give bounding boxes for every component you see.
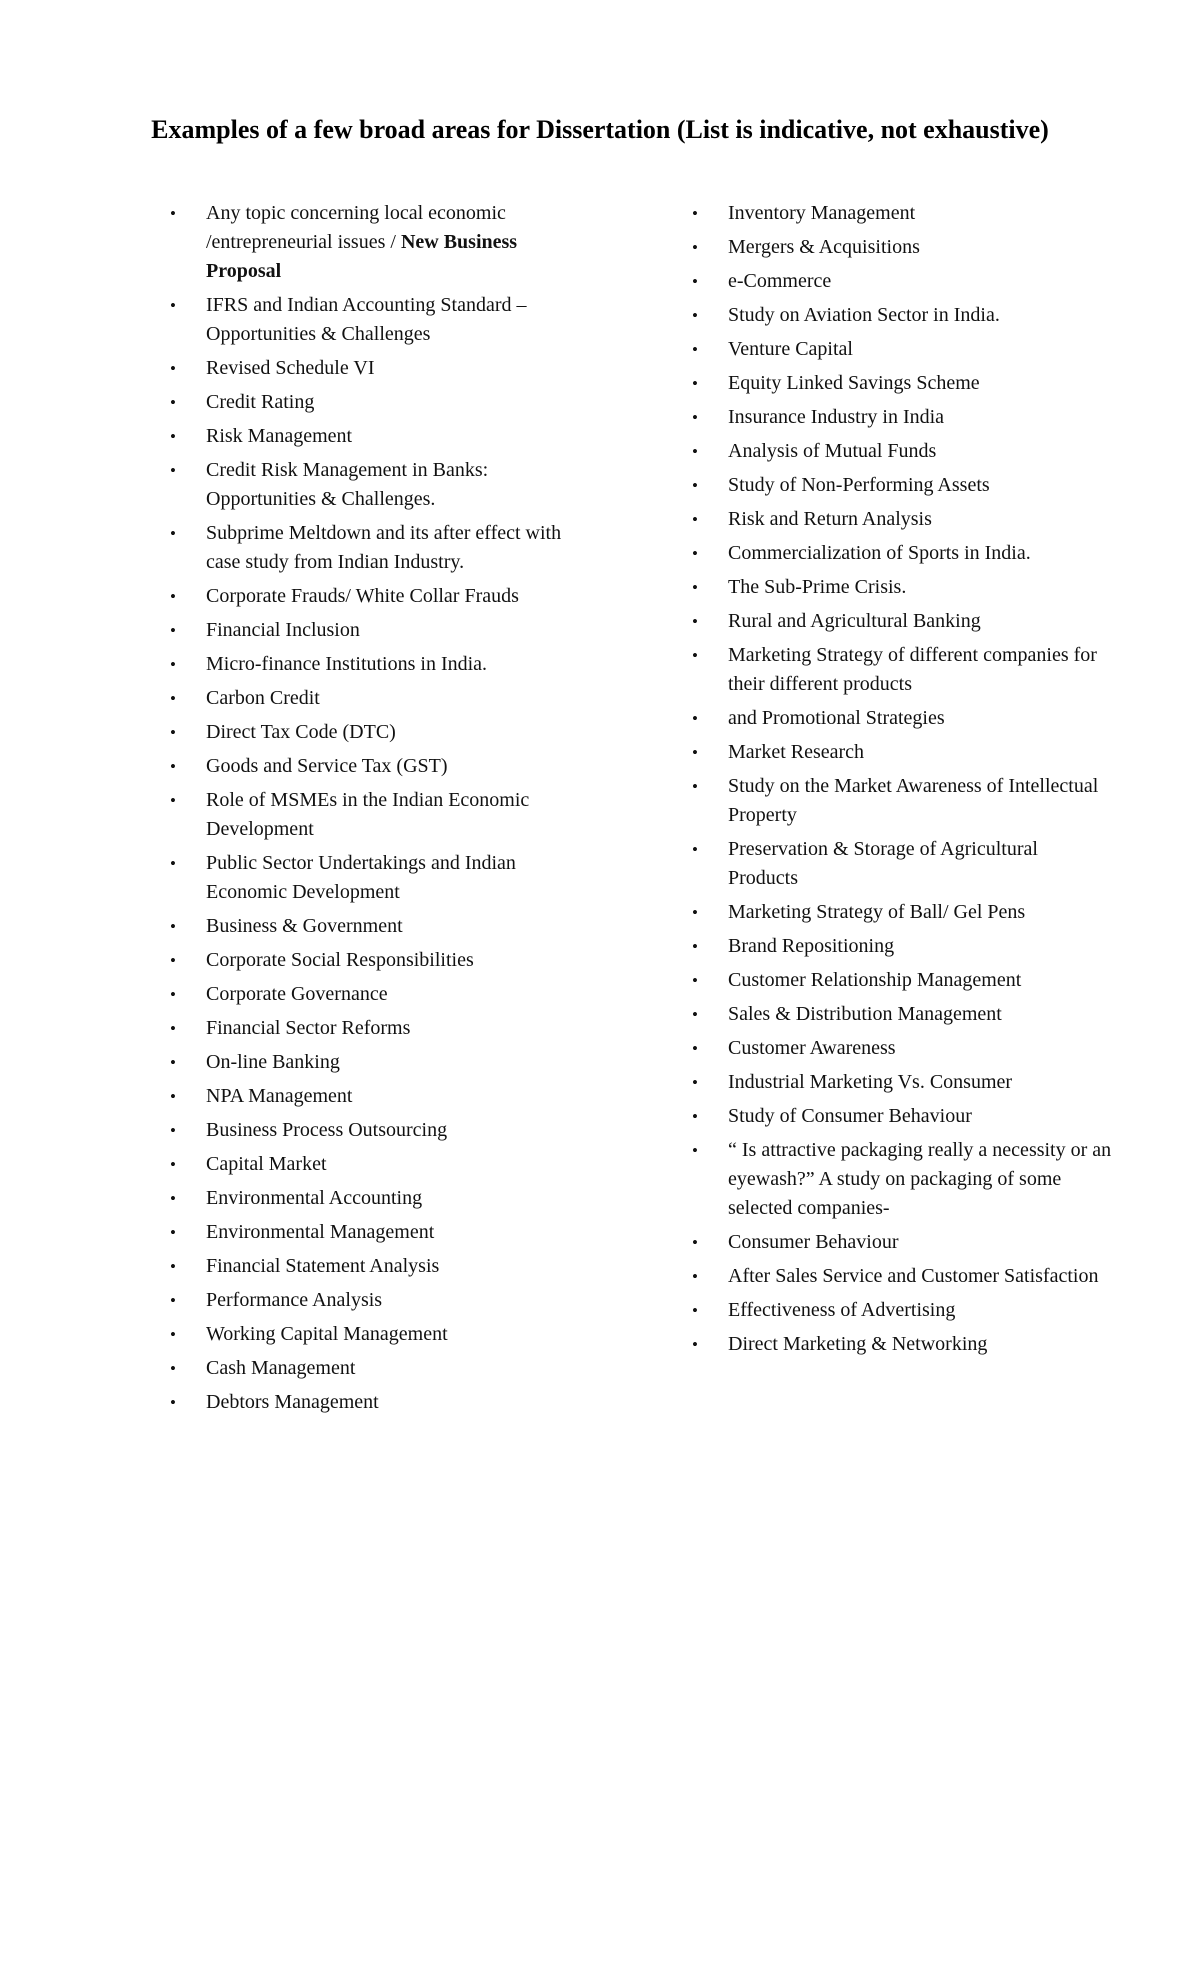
list-item-text: [206, 294, 527, 345]
list-item-plain-text: Insurance Industry in India: [728, 406, 945, 428]
list-item-text: [728, 338, 853, 360]
list-item-text: [728, 969, 1021, 991]
list-item: [170, 519, 590, 577]
list-item-text: [206, 585, 519, 607]
list-item: [692, 471, 1112, 500]
list-item-text: [728, 901, 1025, 923]
list-item: [170, 582, 590, 611]
list-item-plain-text: Consumer Behaviour: [728, 1231, 899, 1253]
list-item-text: [206, 949, 474, 971]
list-item-plain-text: Revised Schedule VI: [206, 357, 375, 379]
bullet-icon: •: [692, 1039, 698, 1058]
list-item-text: [206, 1119, 447, 1141]
list-item-text: [728, 406, 944, 428]
list-item-text: [728, 1265, 1098, 1287]
bullet-icon: •: [170, 1121, 176, 1140]
bullet-icon: •: [692, 510, 698, 529]
list-item-text: [728, 270, 831, 292]
bullet-icon: •: [692, 903, 698, 922]
list-item-plain-text: Business & Government: [206, 915, 403, 937]
list-item: [170, 1354, 590, 1383]
list-item-text: [728, 440, 936, 462]
bullet-icon: •: [692, 476, 698, 495]
bullet-icon: •: [692, 709, 698, 728]
bullet-icon: •: [692, 272, 698, 291]
list-item-text: [206, 357, 375, 379]
list-item-text: [206, 983, 388, 1005]
list-item: [692, 704, 1112, 733]
list-item-text: [206, 1051, 340, 1073]
bullet-icon: •: [692, 743, 698, 762]
list-item-text: [728, 1333, 987, 1355]
list-item-plain-text: Environmental Management: [206, 1221, 435, 1243]
list-item: [170, 980, 590, 1009]
list-item: [692, 738, 1112, 767]
list-item-plain-text: Customer Awareness: [728, 1037, 896, 1059]
list-item-plain-text: The Sub-Prime Crisis.: [728, 576, 907, 598]
list-item-text: [728, 838, 1038, 889]
bullet-icon: •: [170, 524, 176, 543]
list-item-text: [206, 1255, 439, 1277]
list-item-plain-text: Direct Marketing & Networking: [728, 1333, 988, 1355]
list-item: [692, 437, 1112, 466]
list-item-plain-text: Credit Rating: [206, 391, 315, 413]
list-item: [692, 573, 1112, 602]
bullet-icon: •: [170, 1393, 176, 1412]
list-item-text: [728, 610, 981, 632]
list-item: [692, 1228, 1112, 1257]
list-item-text: [206, 1017, 410, 1039]
bullet-icon: •: [170, 1223, 176, 1242]
bullet-icon: •: [170, 757, 176, 776]
list-item-text: [206, 425, 352, 447]
list-item-plain-text: e-Commerce: [728, 270, 832, 292]
list-item-plain-text: Corporate Social Responsibilities: [206, 949, 474, 971]
list-item: [170, 456, 590, 514]
bullet-icon: •: [170, 1325, 176, 1344]
list-item: [170, 1014, 590, 1043]
list-item: [170, 946, 590, 975]
list-item: [170, 1388, 590, 1417]
list-item-plain-text: Corporate Frauds/ White Collar Frauds: [206, 585, 519, 607]
list-item-text: [206, 1391, 379, 1413]
list-item-plain-text: NPA Management: [206, 1085, 353, 1107]
bullet-icon: •: [170, 1257, 176, 1276]
bullet-icon: •: [170, 461, 176, 480]
list-item: [692, 1102, 1112, 1131]
bullet-icon: •: [692, 971, 698, 990]
list-item: [170, 1252, 590, 1281]
list-item-plain-text: After Sales Service and Customer Satisfaction: [728, 1265, 1099, 1287]
list-item-plain-text: Subprime Meltdown and its after effect with case study from Indian Industry.: [206, 522, 562, 573]
bullet-icon: •: [692, 1141, 698, 1160]
bullet-icon: •: [692, 408, 698, 427]
list-item-text: [728, 508, 932, 530]
list-item-text: [206, 721, 396, 743]
list-item-plain-text: Inventory Management: [728, 202, 916, 224]
bullet-icon: •: [170, 951, 176, 970]
list-item-plain-text: Brand Repositioning: [728, 935, 895, 957]
bullet-icon: •: [692, 374, 698, 393]
page-title: Examples of a few broad areas for Dissertation (List is indicative, not exhaustive): [151, 115, 1049, 144]
bullet-icon: •: [692, 306, 698, 325]
list-item-bold-text: New Business Proposal: [206, 231, 518, 282]
bullet-icon: •: [692, 840, 698, 859]
list-item: [170, 1184, 590, 1213]
bullet-icon: •: [692, 204, 698, 223]
list-item-plain-text: Market Research: [728, 741, 865, 763]
list-item: [170, 684, 590, 713]
bullet-icon: •: [170, 621, 176, 640]
bullet-icon: •: [170, 985, 176, 1004]
list-item: [170, 849, 590, 907]
list-item: [170, 718, 590, 747]
bullet-icon: •: [692, 1301, 698, 1320]
bullet-icon: •: [170, 1155, 176, 1174]
list-item-plain-text: Study on Aviation Sector in India.: [728, 304, 1000, 326]
list-item-text: [728, 1071, 1012, 1093]
list-item-text: [728, 1037, 896, 1059]
list-item-text: [728, 236, 920, 258]
list-item-plain-text: Commercialization of Sports in India.: [728, 542, 1031, 564]
bullet-icon: •: [692, 1267, 698, 1286]
list-item-plain-text: Customer Relationship Management: [728, 969, 1022, 991]
list-item-text: [728, 542, 1031, 564]
list-item-plain-text: Industrial Marketing Vs. Consumer: [728, 1071, 1013, 1093]
list-item-plain-text: Any topic concerning local economic /entrepreneurial issues /: [206, 202, 506, 253]
list-item-text: [728, 474, 990, 496]
bullet-icon: •: [692, 442, 698, 461]
left-topic-list: [170, 199, 590, 1422]
list-item-text: [206, 1357, 355, 1379]
list-item-plain-text: Preservation & Storage of Agricultural Products: [728, 838, 1038, 889]
bullet-icon: •: [692, 646, 698, 665]
list-item-text: [728, 935, 894, 957]
list-item: [170, 1218, 590, 1247]
list-item-plain-text: Risk Management: [206, 425, 353, 447]
list-item-text: [728, 1139, 1111, 1219]
list-item-text: [206, 755, 448, 777]
list-item-text: [728, 1231, 899, 1253]
list-item-text: [728, 304, 1000, 326]
list-item-plain-text: Study of Consumer Behaviour: [728, 1105, 972, 1127]
bullet-icon: •: [170, 1019, 176, 1038]
list-item-plain-text: Risk and Return Analysis: [728, 508, 932, 530]
list-item: [692, 1000, 1112, 1029]
list-item: [692, 898, 1112, 927]
list-item-plain-text: Corporate Governance: [206, 983, 388, 1005]
bullet-icon: •: [692, 544, 698, 563]
list-item: [692, 199, 1112, 228]
bullet-icon: •: [170, 655, 176, 674]
list-item: [692, 233, 1112, 262]
list-item: [170, 199, 590, 286]
list-item-text: [206, 687, 320, 709]
bullet-icon: •: [170, 1053, 176, 1072]
list-item-plain-text: Public Sector Undertakings and Indian Economic Development: [206, 852, 516, 903]
bullet-icon: •: [692, 1335, 698, 1354]
list-item: [692, 1262, 1112, 1291]
bullet-icon: •: [692, 578, 698, 597]
list-item-plain-text: Financial Statement Analysis: [206, 1255, 440, 1277]
list-item-plain-text: IFRS and Indian Accounting Standard – Opportunities & Challenges: [206, 294, 527, 345]
list-item-plain-text: Capital Market: [206, 1153, 327, 1175]
list-item: [170, 422, 590, 451]
list-item-plain-text: Role of MSMEs in the Indian Economic Development: [206, 789, 530, 840]
list-item-text: [728, 775, 1098, 826]
list-item-plain-text: Rural and Agricultural Banking: [728, 610, 981, 632]
list-item-plain-text: and Promotional Strategies: [728, 707, 945, 729]
list-item: [170, 291, 590, 349]
bullet-icon: •: [692, 340, 698, 359]
bullet-icon: •: [170, 393, 176, 412]
list-item: [170, 1082, 590, 1111]
list-item-plain-text: Marketing Strategy of Ball/ Gel Pens: [728, 901, 1026, 923]
list-item-plain-text: Cash Management: [206, 1357, 356, 1379]
list-item: [692, 335, 1112, 364]
list-item: [692, 1068, 1112, 1097]
bullet-icon: •: [692, 1107, 698, 1126]
list-item: [170, 752, 590, 781]
bullet-icon: •: [692, 238, 698, 257]
list-item-text: [206, 459, 488, 510]
bullet-icon: •: [170, 917, 176, 936]
list-item: [692, 641, 1112, 699]
list-item: [692, 1034, 1112, 1063]
list-item-plain-text: Study on the Market Awareness of Intellectual Property: [728, 775, 1099, 826]
bullet-icon: •: [170, 296, 176, 315]
bullet-icon: •: [692, 777, 698, 796]
list-item: [692, 539, 1112, 568]
list-item: [170, 354, 590, 383]
list-item-text: [728, 741, 864, 763]
list-item-plain-text: On-line Banking: [206, 1051, 340, 1073]
list-item: [692, 301, 1112, 330]
list-item: [170, 1286, 590, 1315]
list-item-text: [728, 1299, 955, 1321]
list-item: [692, 607, 1112, 636]
bullet-icon: •: [170, 204, 176, 223]
list-item-plain-text: Performance Analysis: [206, 1289, 383, 1311]
list-item-plain-text: Goods and Service Tax (GST): [206, 755, 448, 777]
bullet-icon: •: [170, 689, 176, 708]
list-item: [170, 1048, 590, 1077]
list-item-plain-text: Study of Non-Performing Assets: [728, 474, 990, 496]
list-item-text: [206, 653, 487, 675]
list-item-text: [206, 1153, 327, 1175]
list-item: [692, 369, 1112, 398]
list-item-text: [728, 1105, 972, 1127]
list-item: [692, 1330, 1112, 1359]
bullet-icon: •: [692, 1233, 698, 1252]
bullet-icon: •: [170, 723, 176, 742]
bullet-icon: •: [692, 1073, 698, 1092]
list-item-plain-text: Marketing Strategy of different companies for their different products: [728, 644, 1097, 695]
bullet-icon: •: [692, 937, 698, 956]
list-item: [692, 1296, 1112, 1325]
right-topic-list: [692, 199, 1112, 1364]
list-item: [170, 1320, 590, 1349]
list-item-text: [206, 202, 517, 282]
bullet-icon: •: [170, 791, 176, 810]
list-item-plain-text: “ Is attractive packaging really a necessity or an eyewash?” A study on packaging of some selected companies-: [728, 1139, 1112, 1219]
list-item: [170, 388, 590, 417]
list-item: [692, 1136, 1112, 1223]
list-item-text: [206, 391, 314, 413]
list-item-plain-text: Environmental Accounting: [206, 1187, 423, 1209]
list-item: [170, 1150, 590, 1179]
bullet-icon: •: [170, 1359, 176, 1378]
list-item: [692, 835, 1112, 893]
list-item-text: [206, 1187, 422, 1209]
list-item-text: [728, 707, 945, 729]
bullet-icon: •: [170, 1291, 176, 1310]
bullet-icon: •: [170, 427, 176, 446]
list-item-text: [728, 202, 915, 224]
bullet-icon: •: [170, 587, 176, 606]
list-item: [692, 505, 1112, 534]
list-item-plain-text: Credit Risk Management in Banks: Opportunities & Challenges.: [206, 459, 489, 510]
list-item-plain-text: Sales & Distribution Management: [728, 1003, 1002, 1025]
list-item-plain-text: Direct Tax Code (DTC): [206, 721, 396, 743]
bullet-icon: •: [692, 612, 698, 631]
list-item: [692, 403, 1112, 432]
list-item-text: [728, 576, 906, 598]
list-item: [170, 786, 590, 844]
list-item-text: [206, 1323, 448, 1345]
bullet-icon: •: [170, 359, 176, 378]
list-item: [692, 267, 1112, 296]
list-item-plain-text: Debtors Management: [206, 1391, 379, 1413]
list-item-plain-text: Working Capital Management: [206, 1323, 448, 1345]
bullet-icon: •: [170, 1189, 176, 1208]
list-item-plain-text: Effectiveness of Advertising: [728, 1299, 956, 1321]
list-item-text: [206, 619, 360, 641]
bullet-icon: •: [692, 1005, 698, 1024]
list-item-plain-text: Business Process Outsourcing: [206, 1119, 448, 1141]
list-item: [692, 772, 1112, 830]
list-item: [170, 650, 590, 679]
list-item-text: [206, 852, 516, 903]
list-item-text: [206, 1085, 352, 1107]
list-item-text: [206, 1289, 382, 1311]
list-item-plain-text: Mergers & Acquisitions: [728, 236, 920, 258]
list-item: [170, 912, 590, 941]
list-item: [692, 932, 1112, 961]
list-item: [170, 1116, 590, 1145]
list-item-plain-text: Carbon Credit: [206, 687, 320, 709]
list-item-plain-text: Equity Linked Savings Scheme: [728, 372, 980, 394]
list-item-text: [206, 522, 561, 573]
list-item: [692, 966, 1112, 995]
list-item-plain-text: Venture Capital: [728, 338, 853, 360]
list-item-text: [206, 915, 403, 937]
list-item-plain-text: Financial Inclusion: [206, 619, 360, 641]
list-item-text: [206, 789, 529, 840]
list-item-plain-text: Financial Sector Reforms: [206, 1017, 411, 1039]
list-item-plain-text: Micro-finance Institutions in India.: [206, 653, 488, 675]
bullet-icon: •: [170, 854, 176, 873]
list-item-plain-text: Analysis of Mutual Funds: [728, 440, 937, 462]
list-item-text: [728, 1003, 1002, 1025]
list-item-text: [728, 372, 980, 394]
list-item-text: [728, 644, 1097, 695]
list-item-text: [206, 1221, 434, 1243]
bullet-icon: •: [170, 1087, 176, 1106]
list-item: [170, 616, 590, 645]
